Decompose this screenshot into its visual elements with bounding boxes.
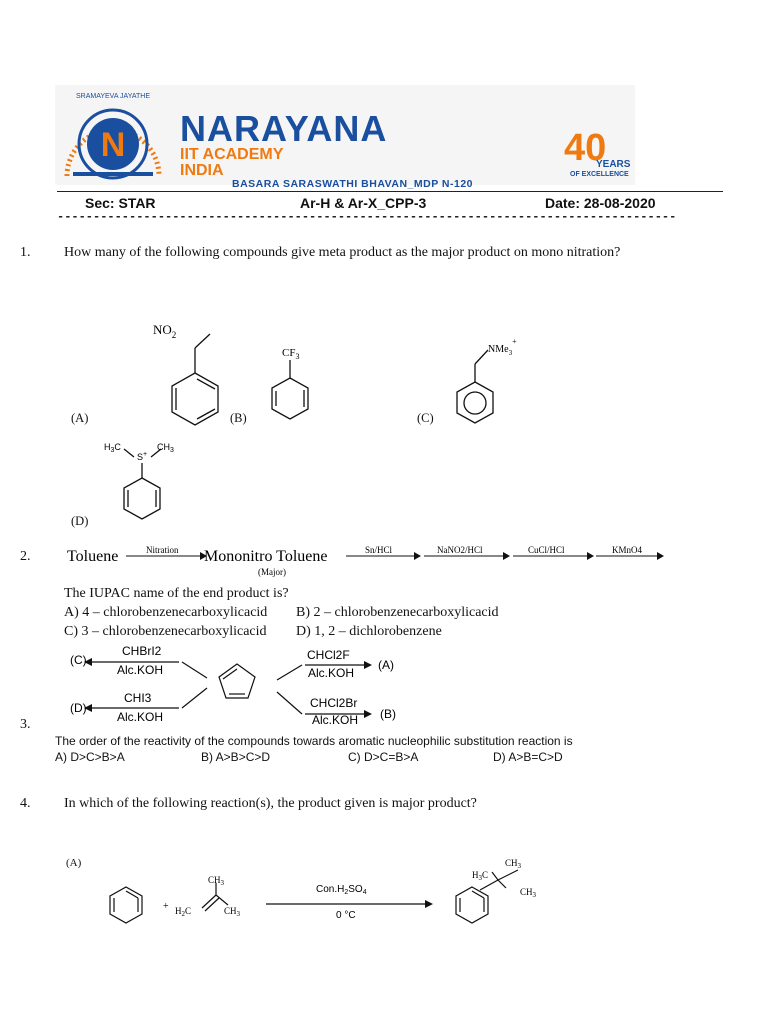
- q4-ch3-right-label: $CH_3$: [224, 906, 241, 918]
- q2-start: Toluene: [67, 548, 119, 565]
- q4-reaction-scheme: [100, 850, 560, 930]
- q4-product-h3c-label: $H_3C$: [472, 870, 489, 882]
- q2-reaction-scheme: [60, 538, 680, 582]
- q2-option-c: C) 3 – chlorobenzenecarboxylicacid: [64, 624, 267, 639]
- q3-reagent-a: CHCl2F: [307, 648, 350, 662]
- q2-question: The IUPAC name of the end product is?: [64, 586, 289, 601]
- q3-reagent-b: CHCl2Br: [310, 696, 358, 710]
- header-rule: [57, 191, 723, 192]
- q4-reagent: $Con.H_2SO_4$: [316, 884, 367, 896]
- q2-option-b: B) 2 – chlorobenzenecarboxylicacid: [296, 605, 499, 620]
- badge-years: YEARS: [596, 159, 631, 170]
- section-label: Sec: STAR: [85, 195, 156, 211]
- q3-option-c: C) D>C=B>A: [348, 750, 419, 764]
- q3-reagent-c: CHBrI2: [122, 644, 162, 658]
- d-methyl-left-label: $H_3C$: [104, 442, 121, 454]
- q4-ch3-top-label: $CH_3$: [208, 875, 225, 887]
- q1-structures: [60, 310, 540, 535]
- q4-number: 4.: [20, 796, 31, 811]
- q2-step1: Nitration: [146, 545, 179, 555]
- q4-plus-sign: +: [163, 901, 169, 912]
- q4-ch2-label: $H_2C$: [175, 906, 192, 918]
- q2-step3: NaNO2/HCl: [437, 545, 483, 555]
- q3-base-d: Alc.KOH: [117, 710, 164, 724]
- q3-option-b: B) A>B>C>D: [201, 750, 271, 764]
- seal-text: SRAMAYEVA JAYATHE: [75, 93, 151, 100]
- campus-address: BASARA SARASWATHI BHAVAN_MDP N-120: [232, 178, 474, 190]
- q4-product-ch3-top-label: $CH_3$: [505, 858, 522, 870]
- brand-line-1: IIT ACADEMY: [180, 146, 284, 163]
- q3-reagent-d: CHI3: [124, 691, 152, 705]
- dashed-divider: --------------------------------------------------------------------------------------: [57, 210, 677, 224]
- q1-option-c-label: (C): [417, 411, 434, 425]
- q3-reaction-scheme: [62, 640, 422, 732]
- logo-letter: N: [100, 126, 126, 164]
- q1-option-d-label: (D): [71, 514, 89, 528]
- paper-topic: Ar-H & Ar-X_CPP-3: [300, 195, 427, 211]
- d-methyl-right-label: $CH_3$: [157, 442, 174, 454]
- q3-number: 3.: [20, 717, 31, 732]
- q2-number: 2.: [20, 549, 31, 564]
- paper-date: Date: 28-08-2020: [545, 195, 656, 211]
- q2-step4: CuCl/HCl: [528, 545, 565, 555]
- q3-option-a: A) D>C>B>A: [55, 750, 125, 764]
- q1-option-a-label: (A): [71, 411, 89, 425]
- q1-option-b-label: (B): [230, 411, 247, 425]
- badge-number: 40: [564, 127, 607, 169]
- q3-label-d: (D): [70, 701, 87, 715]
- d-sulfur-label: S+: [137, 451, 148, 462]
- q3-text: The order of the reactivity of the compounds towards aromatic nucleophilic substitution reaction is: [55, 734, 573, 748]
- q3-base-c: Alc.KOH: [117, 663, 164, 677]
- q4-product-ch3-right-label: $CH_3$: [520, 887, 537, 899]
- badge-excellence: OF EXCELLENCE: [570, 171, 629, 178]
- q4-text: In which of the following reaction(s), the product given is major product?: [64, 796, 477, 811]
- q3-base-a: Alc.KOH: [308, 666, 355, 680]
- brand-line-2: INDIA: [180, 162, 224, 179]
- q2-step2: Sn/HCl: [365, 545, 393, 555]
- q2-option-d: D) 1, 2 – dichlorobenzene: [296, 624, 442, 639]
- no2-group-label: $NO_2$: [153, 322, 177, 340]
- cf3-group-label: $CF_3$: [282, 347, 300, 361]
- q3-option-d: D) A>B=C>D: [493, 750, 563, 764]
- q1-number: 1.: [20, 245, 31, 260]
- q4-condition: 0 °C: [336, 910, 356, 921]
- q2-intermediate-note: (Major): [258, 567, 286, 577]
- q2-intermediate: Mononitro Toluene: [204, 548, 328, 565]
- q2-option-a: A) 4 – chlorobenzenecarboxylicacid: [64, 605, 268, 620]
- narayana-logo: [57, 86, 169, 186]
- q3-label-c: (C): [70, 653, 87, 667]
- nme3-group-label: NMe$_3$+: [488, 337, 517, 357]
- brand-name: NARAYANA: [180, 108, 388, 149]
- q1-text: How many of the following compounds give meta product as the major product on mono nitration?: [64, 245, 621, 260]
- q3-label-b: (B): [380, 707, 396, 721]
- anniversary-badge: [560, 122, 640, 180]
- q2-step5: KMnO4: [612, 545, 643, 555]
- q4-label-a: (A): [66, 857, 82, 869]
- q3-base-b: Alc.KOH: [312, 713, 359, 727]
- q3-label-a: (A): [378, 658, 394, 672]
